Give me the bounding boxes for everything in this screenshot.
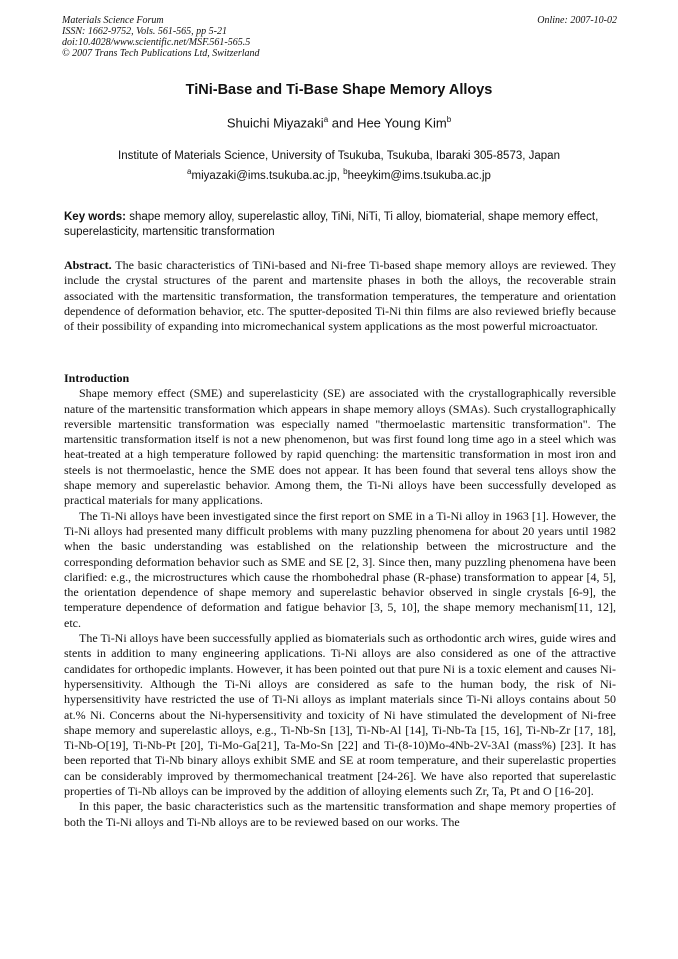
email-superscript: a — [187, 167, 192, 176]
email-superscript: b — [343, 167, 348, 176]
email-address: heeykim@ims.tsukuba.ac.jp — [347, 169, 491, 182]
abstract-label: Abstract. — [64, 258, 112, 272]
paragraph: The Ti-Ni alloys have been successfully applied as biomaterials such as orthodontic arch wires, guide wires and stents in addition to many engineering applications. Ti-Ni alloys are also considered as one of the attractive candidates for orthopedic implants. However, it has been pointed out that pure Ni is a toxic element and causes Ni-hypersensitivity. Although the Ti-Ni alloys are considered as safe to the human body, the risk of Ni-hypersensitivity have restricted the use of Ti-Ni alloys as implant materials since Ti-Ni alloys contains about 50 at.% Ni. Concerns about the Ni-hypersensitivity and toxicity of Ni have stimulated the development of Ni-free shape memory and superelastic alloys, e.g., Ti-Nb-Sn [13], Ti-Nb-Al [14], Ti-Nb-Ta [15, 16], Ti-Nb-Zr [17, 18], Ti-Nb-O[19], Ti-Nb-Pt [20], Ti-Mo-Ga[21], Ta-Mo-Sn [22] and Ti-(8-10)Mo-4Nb-2V-3Al (mass%) [23]. It has been reported that Ti-Nb binary alloys exhibit SME and SE at room temperature, and their superelastic properties can be considerably improved by thermomechanical treatment [24-26]. We have also reported that superelastic properties of Ti-Nb alloys can be improved by the addition of alloying elements such Zr, Ta, Pt and O [16-20]. — [64, 631, 616, 799]
affiliation: Institute of Materials Science, University of Tsukuba, Tsukuba, Ibaraki 305-8573, Japan — [118, 150, 560, 162]
paragraph: In this paper, the basic characteristics such as the martensitic transformation and shape memory properties of both the Ti-Ni alloys and Ti-Nb alloys are to be reviewed based on our works. The — [64, 799, 616, 829]
keywords-text: shape memory alloy, superelastic alloy, TiNi, NiTi, Ti alloy, biomaterial, shape memory effect, superelasticity, martensitic transformation — [64, 211, 599, 238]
author-superscript: b — [446, 115, 452, 124]
paragraph: The Ti-Ni alloys have been investigated since the first report on SME in a Ti-Ni alloy in 1963 [1]. However, the Ti-Ni alloys had presented many difficult problems with many puzzling phenomena for about 20 years until 1982 when the basic understanding was established on the relationship between the microstructure and the corresponding deformation behavior such as SME and SE [2, 3]. Since then, many puzzling phenomena have been clarified: e.g., the microstructures which cause the rhombohedral phase (R-phase) transformation to appear [4, 5], the orientation dependence of shape memory and superelastic behavior observed in single crystals [6-9], the temperature dependence of deformation and fatigue behavior [3, 5, 10], the shape memory mechanism[11, 12], etc. — [64, 508, 616, 630]
email-line — [0, 164, 678, 184]
author-name: Shuichi Miyazaki — [226, 115, 324, 131]
abstract — [64, 258, 616, 334]
journal-name: Materials Science Forum — [62, 15, 164, 26]
introduction-section — [64, 371, 616, 830]
author-line — [0, 115, 678, 130]
paragraph: Shape memory effect (SME) and superelasticity (SE) are associated with the crystallographically reversible nature of the martensitic transformation which appears in shape memory alloys (SMAs). Such crystallographically reversible martensitic transformation was especially named "thermoelastic martensitic transformation". The martensitic transformation itself is not a new phenomenon, but was first found long time ago in a steel which was heat-treated at a high temperature followed by rapid quenching: the martensitic transformation in most iron and steels is not thermoelastic, hence the SME does not appear. It has been found that several tens alloys show the shape memory and superelastic behavior. Among them, the Ti-Ni alloys have been successfully developed as practical materials for many applications. — [64, 386, 616, 508]
keywords — [64, 210, 616, 240]
publication-info — [62, 15, 617, 59]
email-address: miyazaki@ims.tsukuba.ac.jp, — [191, 169, 340, 182]
affiliation-block — [0, 149, 678, 184]
author-connector: and — [328, 115, 358, 131]
issn: ISSN: 1662-9752, Vols. 561-565, pp 5-21 — [62, 26, 227, 37]
doi: doi:10.4028/www.scientific.net/MSF.561-565.5 — [62, 37, 251, 48]
copyright: © 2007 Trans Tech Publications Ltd, Switzerland — [62, 48, 260, 59]
paper-title: TiNi-Base and Ti-Base Shape Memory Alloys — [185, 82, 493, 98]
running-header — [62, 15, 617, 59]
online-date: Online: 2007-10-02 — [537, 15, 617, 26]
section-heading: Introduction — [64, 371, 130, 385]
author-superscript: a — [323, 115, 329, 124]
abstract-text: The basic characteristics of TiNi-based and Ni-free Ti-based shape memory alloys are reviewed. They include the crystal structures of the parent and martensite phases in both the alloys, the recoverable strain associated with the martensitic transformation, the transformation temperatures, the temperature and orientation dependence of deformation behavior, etc. The sputter-deposited Ti-Ni thin films are also reviewed briefly because of their possibility of expanding into micromechanical system applications as the most powerful microactuator. — [64, 258, 616, 334]
keywords-label: Key words: — [64, 211, 126, 223]
author-name: Hee Young Kim — [357, 115, 447, 131]
